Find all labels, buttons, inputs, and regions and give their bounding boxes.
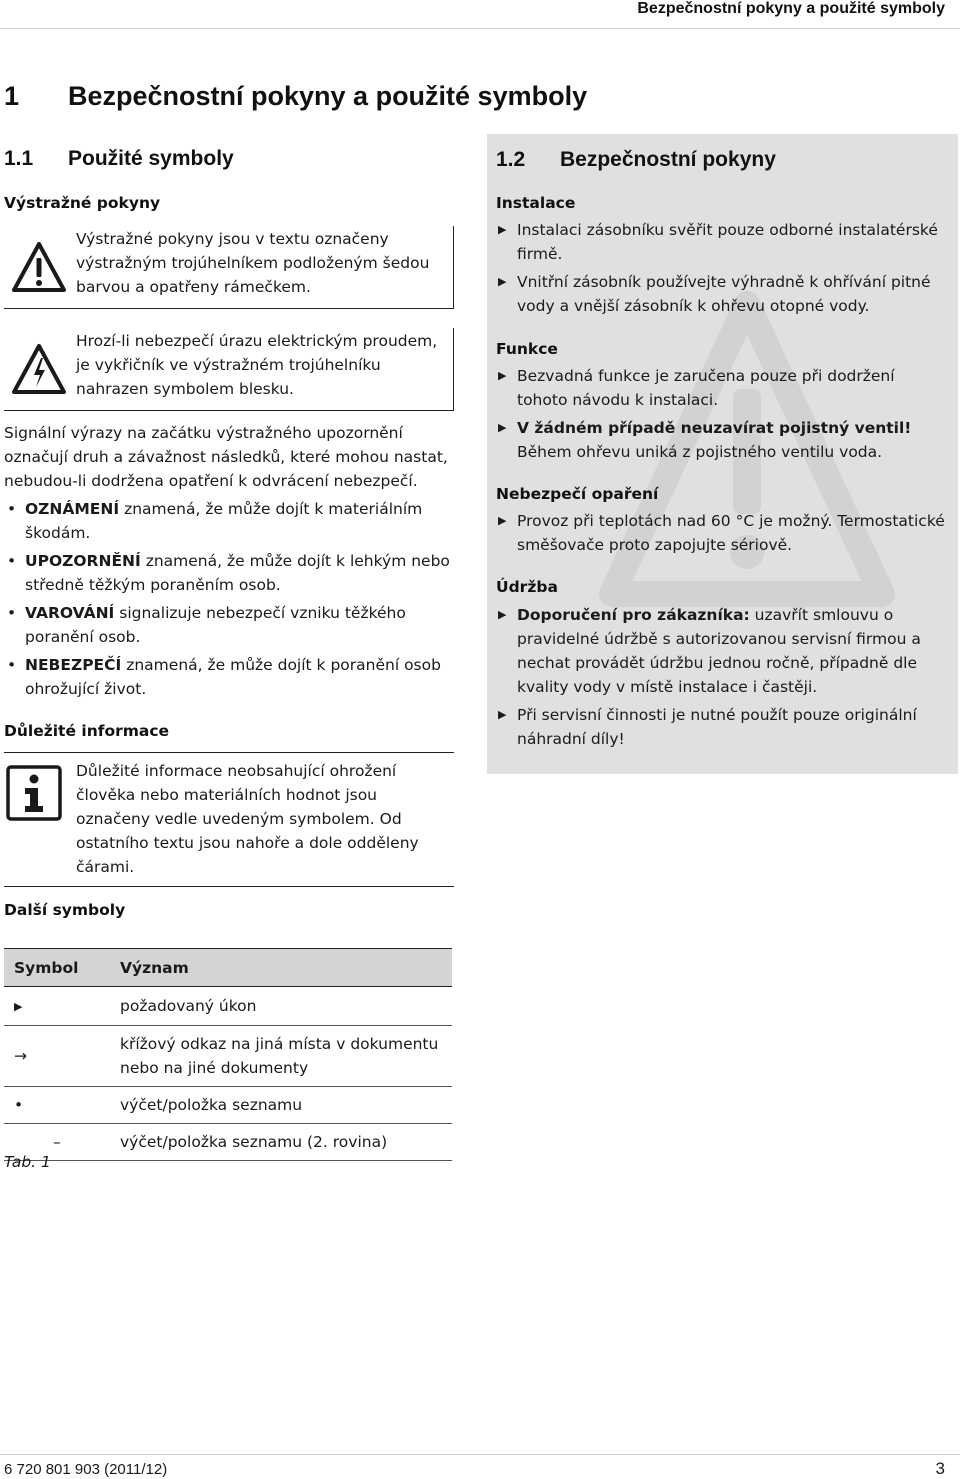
important-info-block — [4, 752, 454, 887]
scalding-heading: Nebezpečí opaření — [496, 485, 659, 503]
page-number: 3 — [935, 1459, 945, 1478]
section-1-2-title-text: Bezpečnostní pokyny — [560, 148, 776, 171]
table-header-symbol: Symbol — [4, 949, 110, 987]
table-cell-meaning: výčet/položka seznamu (2. rovina) — [110, 1124, 452, 1161]
list-item: ▶ Vnitřní zásobník používejte výhradně k ohřívání pitné vody a vnější zásobník k ohřevu otopné vody. — [496, 270, 946, 318]
chapter-number: 1 — [4, 81, 20, 111]
footer-rule — [0, 1454, 960, 1455]
signal-word-term: NEBEZPEČÍ — [25, 656, 122, 674]
section-1-1-number: 1.1 — [4, 147, 34, 170]
dash-symbol: – — [4, 1124, 110, 1161]
signal-word-term: UPOZORNĚNÍ — [25, 552, 141, 570]
lightning-warning-icon — [4, 328, 74, 410]
list-item: • NEBEZPEČÍ znamená, že může dojít k poranění osob ohrožující život. — [7, 656, 441, 698]
table-header-row — [4, 949, 452, 987]
bullet-symbol: • — [4, 1087, 110, 1124]
function-list — [496, 364, 946, 468]
running-header: Bezpečnostní pokyny a použité symboly — [637, 0, 945, 17]
warning-box-electric-text: Hrozí-li nebezpečí úrazu elektrickým proudem, je vykřičník ve výstražném trojúhelníku nahrazen symbolem blesku. — [76, 332, 438, 398]
list-item: • OZNÁMENÍ znamená, že může dojít k materiálním škodám. — [7, 500, 423, 542]
warning-triangle-icon — [4, 226, 74, 308]
signal-word-text: znamená, že může dojít k materiálním škodám. — [25, 500, 423, 542]
section-1-1-title-text: Použité symboly — [68, 147, 234, 170]
list-item: ▶ Instalaci zásobníku svěřit pouze odborné instalatérské firmě. — [496, 218, 946, 266]
action-arrow-icon: ▶ — [498, 608, 507, 621]
installation-list — [496, 218, 946, 322]
signal-words-paragraph: Signální výrazy na začátku výstražného upozornění označují druh a závažnost následků, které mohou nastat, nebudou-li dodržena opatření k odvrácení nebezpečí. — [4, 424, 448, 490]
function-heading: Funkce — [496, 340, 558, 358]
table-row — [4, 1087, 452, 1124]
symbols-table — [4, 948, 452, 1161]
warning-box-general — [4, 226, 454, 309]
signal-words-list — [4, 497, 459, 705]
important-info-heading: Důležité informace — [4, 722, 170, 740]
table-row — [4, 1026, 452, 1087]
warning-box-electric — [4, 328, 454, 411]
action-arrow-icon: ▶ — [498, 421, 507, 434]
document-number: 6 720 801 903 (2011/12) — [4, 1461, 168, 1478]
chapter-title-text: Bezpečnostní pokyny a použité symboly — [68, 81, 588, 111]
signal-word-text: znamená, že může dojít k poranění osob ohrožující život. — [25, 656, 441, 698]
action-arrow-icon: ▶ — [498, 275, 507, 288]
list-item: ▶ Při servisní činnosti je nutné použít pouze originální náhradní díly! — [496, 703, 946, 751]
section-1-1-title — [4, 146, 234, 172]
installation-heading: Instalace — [496, 194, 576, 212]
maintenance-list — [496, 603, 946, 755]
list-item: • UPOZORNĚNÍ znamená, že může dojít k lehkým nebo středně těžkým poraněním osob. — [7, 552, 450, 594]
list-item: ▶ Provoz při teplotách nad 60 °C je možný. Termostatické směšovače proto zapojujte sériově. — [496, 509, 946, 557]
action-arrow-icon: ▶ — [498, 708, 507, 721]
table-header-meaning: Význam — [110, 949, 452, 987]
action-arrow-icon: ▶ — [498, 223, 507, 236]
important-info-text: Důležité informace neobsahující ohrožení člověka nebo materiálních hodnot jsou označeny vedle uvedeným symbolem. Od ostatního textu jsou nahoře a dole odděleny čárami. — [76, 762, 419, 876]
table-row — [4, 987, 452, 1026]
header-rule — [0, 28, 960, 29]
table-row — [4, 1124, 452, 1161]
table-cell-meaning: křížový odkaz na jiná místa v dokumentu nebo na jiné dokumenty — [110, 1026, 452, 1087]
info-icon — [6, 765, 62, 825]
list-item: ▶ Doporučení pro zákazníka: uzavřít smlouvu o pravidelné údržbě s autorizovanou servisní firmou a nechat provádět údržbu jednou ročně, případně dle kvality vody v místě instalace i častěji. — [496, 603, 946, 699]
chapter-title — [4, 80, 587, 112]
scalding-list — [496, 509, 946, 561]
signal-word-term: OZNÁMENÍ — [25, 500, 120, 518]
section-1-2-title — [496, 147, 776, 173]
safety-instructions-panel — [487, 134, 958, 774]
list-item: ▶ V žádném případě neuzavírat pojistný ventil! Během ohřevu uniká z pojistného ventilu voda. — [496, 416, 946, 464]
section-1-2-number: 1.2 — [496, 148, 526, 171]
action-arrow-icon: ▶ — [498, 369, 507, 382]
signal-word-term: VAROVÁNÍ — [25, 604, 115, 622]
action-arrow-icon: ▶ — [498, 514, 507, 527]
cross-reference-arrow-icon: → — [4, 1026, 110, 1087]
list-item: ▶ Bezvadná funkce je zaručena pouze při dodržení tohoto návodu k instalaci. — [496, 364, 946, 412]
other-symbols-heading: Další symboly — [4, 901, 126, 919]
table-cell-meaning: požadovaný úkon — [110, 987, 452, 1026]
warning-box-general-text: Výstražné pokyny jsou v textu označeny výstražným trojúhelníkem podloženým šedou barvou a opatřeny rámečkem. — [76, 230, 430, 296]
table-cell-meaning: výčet/položka seznamu — [110, 1087, 452, 1124]
warnings-heading: Výstražné pokyny — [4, 194, 161, 212]
action-arrow-icon: ▶ — [4, 987, 110, 1026]
table-caption: Tab. 1 — [4, 1153, 51, 1171]
signal-word-text: znamená, že může dojít k lehkým nebo středně těžkým poraněním osob. — [25, 552, 450, 594]
list-item: • VAROVÁNÍ signalizuje nebezpečí vzniku těžkého poranění osob. — [7, 604, 406, 646]
maintenance-heading: Údržba — [496, 578, 558, 596]
signal-word-text: signalizuje nebezpečí vzniku těžkého poranění osob. — [25, 604, 406, 646]
